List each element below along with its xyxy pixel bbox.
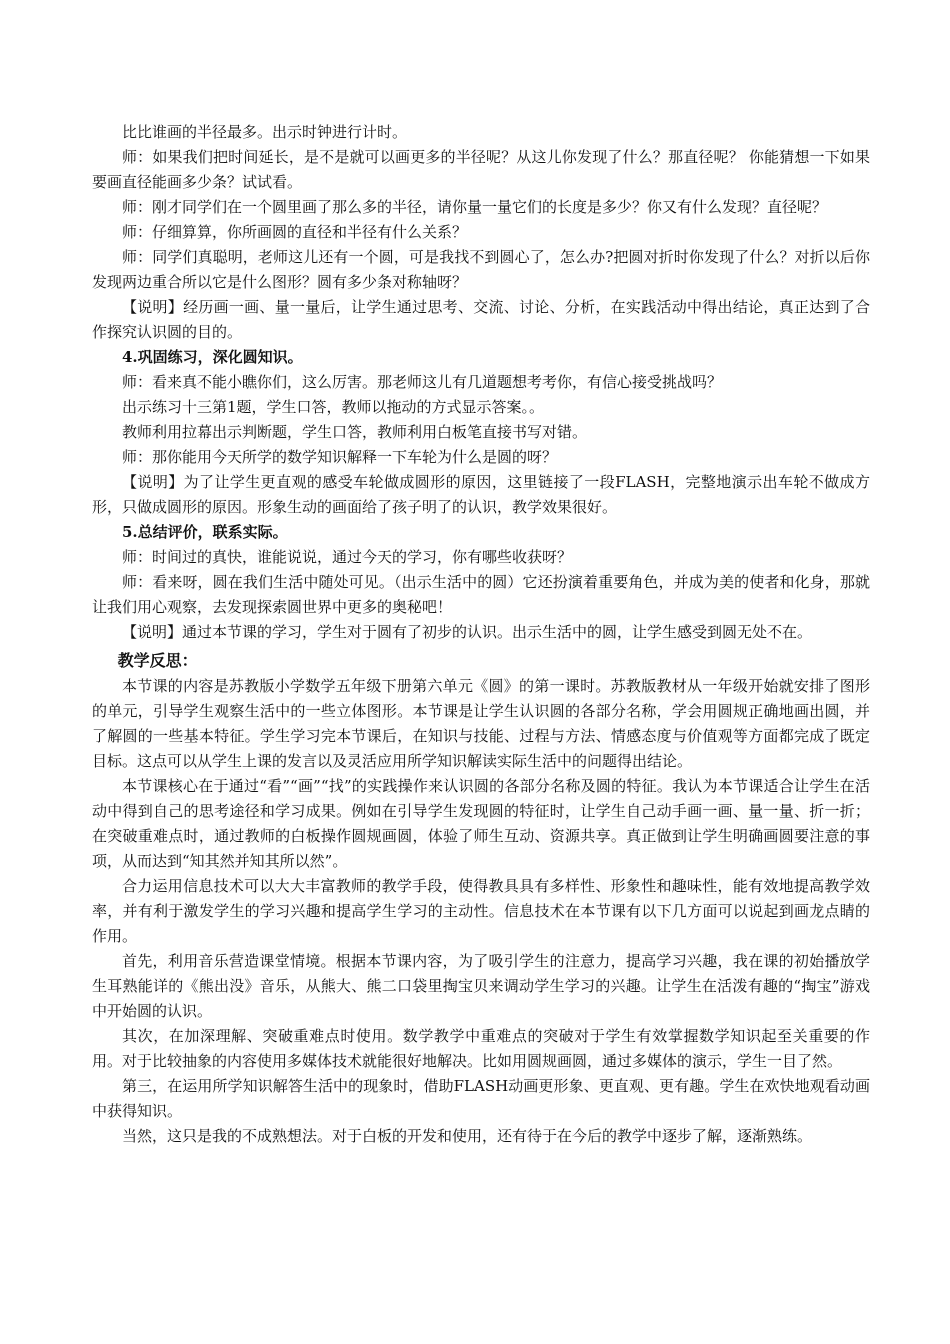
reflection-paragraph: 本节课核心在于通过“看”“画”“找”的实践操作来认识圆的各部分名称及圆的特征。我认为本节课适合让学生在活动中得到自己的思考途径和学习成果。例如在引导学生发现圆的特征时，让学生自己动手画一画、量一量、折一折；在突破重难点时，通过教师的白板操作圆规画圆，体验了师生互动、资源共享。真正做到让学生明确画圆要注意的事项，从而达到“知其然并知其所以然”。 <box>92 777 870 870</box>
note-paragraph: 【说明】为了让学生更直观的感受车轮做成圆形的原因，这里链接了一段FLASH，完整地演示出车轮不做成方形，只做成圆形的原因。形象生动的画面给了孩子明了的认识，教学效果很好。 <box>92 473 870 516</box>
section-heading-5: 5.总结评价，联系实际。 <box>122 523 288 541</box>
paragraph: 师：同学们真聪明，老师这儿还有一个圆，可是我找不到圆心了，怎么办?把圆对折时你发现了什么？对折以后你发现两边重合所以它是什么图形？圆有多少条对称轴呀？ <box>92 248 870 291</box>
section-heading-4: 4.巩固练习，深化圆知识。 <box>122 348 303 366</box>
paragraph: 出示练习十三第1题，学生口答，教师以拖动的方式显示答案。。 <box>122 398 545 416</box>
reflection-title: 教学反思： <box>117 651 198 670</box>
paragraph: 教师利用拉幕出示判断题，学生口答，教师利用白板笔直接书写对错。 <box>122 423 588 441</box>
paragraph: 师：看来真不能小瞧你们，这么厉害。那老师这儿有几道题想考考你，有信心接受挑战吗？ <box>122 373 723 391</box>
reflection-paragraph: 其次，在加深理解、突破重难点时使用。数学教学中重难点的突破对于学生有效掌握数学知识起至关重要的作用。对于比较抽象的内容使用多媒体技术就能很好地解决。比如用圆规画圆，通过多媒体的演示，学生一目了然。 <box>92 1027 870 1070</box>
paragraph: 师：看来呀，圆在我们生活中随处可见。（出示生活中的圆）它还扮演着重要角色，并成为美的使者和化身，那就让我们用心观察，去发现探索圆世界中更多的奥秘吧！ <box>92 573 870 616</box>
paragraph: 师：仔细算算，你所画圆的直径和半径有什么关系？ <box>122 223 468 241</box>
note-paragraph: 【说明】通过本节课的学习，学生对于圆有了初步的认识。出示生活中的圆，让学生感受到圆无处不在。 <box>122 623 813 641</box>
reflection-paragraph: 第三，在运用所学知识解答生活中的现象时，借助FLASH动画更形象、更直观、更有趣。学生在欢快地观看动画中获得知识。 <box>92 1077 870 1120</box>
reflection-paragraph: 首先，利用音乐营造课堂情境。根据本节课内容，为了吸引学生的注意力，提高学习兴趣，我在课的初始播放学生耳熟能详的《熊出没》音乐，从熊大、熊二口袋里掏宝贝来调动学生学习的兴趣。让学生在活泼有趣的“掏宝”游戏中开始圆的认识。 <box>92 952 870 1020</box>
reflection-paragraph: 当然，这只是我的不成熟想法。对于白板的开发和使用，还有待于在今后的教学中逐步了解，逐渐熟练。 <box>122 1127 813 1145</box>
paragraph: 师：那你能用今天所学的数学知识解释一下车轮为什么是圆的呀？ <box>122 448 558 466</box>
reflection-paragraph: 本节课的内容是苏教版小学数学五年级下册第六单元《圆》的第一课时。苏教版教材从一年级开始就安排了图形的单元，引导学生观察生活中的一些立体图形。本节课是让学生认识圆的各部分名称，学会用圆规正确地画出圆，并了解圆的一些基本特征。学生学习完本节课后，在知识与技能、过程与方法、情感态度与价值观等方面都完成了既定目标。这点可以从学生上课的发言以及灵活应用所学知识解读实际生活中的问题得出结论。 <box>92 677 870 770</box>
note-paragraph: 【说明】经历画一画、量一量后，让学生通过思考、交流、讨论、分析，在实践活动中得出结论，真正达到了合作探究认识圆的目的。 <box>92 298 870 341</box>
paragraph: 师：刚才同学们在一个圆里画了那么多的半径，请你量一量它们的长度是多少？你又有什么发现？直径呢？ <box>122 198 828 216</box>
paragraph: 师：如果我们把时间延长，是不是就可以画更多的半径呢？从这儿你发现了什么？那直径呢？ 你能猜想一下如果要画直径能画多少条？试试看。 <box>92 148 870 191</box>
reflection-paragraph: 合力运用信息技术可以大大丰富教师的教学手段，使得教具具有多样性、形象性和趣味性，能有效地提高教学效率，并有利于激发学生的学习兴趣和提高学生学习的主动性。信息技术在本节课有以下几方面可以说起到画龙点睛的作用。 <box>92 877 870 945</box>
document-body <box>92 120 870 1149</box>
paragraph: 比比谁画的半径最多。出示时钟进行计时。 <box>122 123 408 141</box>
paragraph: 师：时间过的真快，谁能说说，通过今天的学习，你有哪些收获呀？ <box>122 548 573 566</box>
